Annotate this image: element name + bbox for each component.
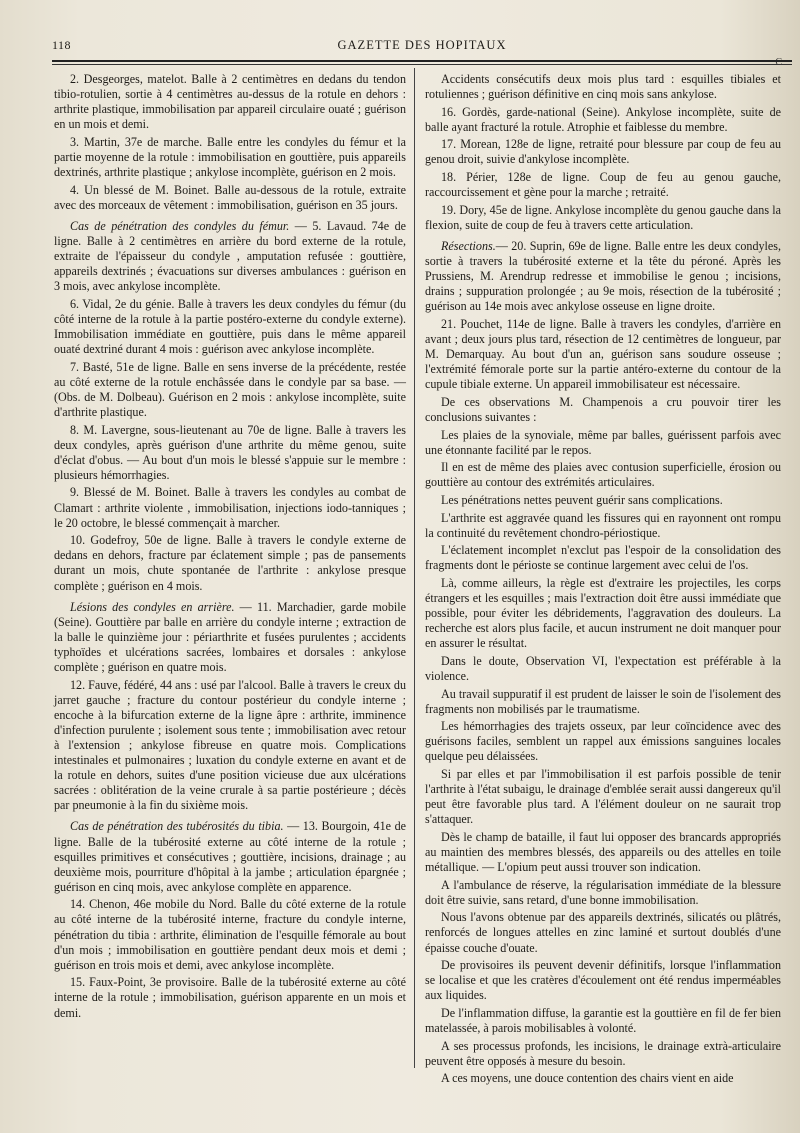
paragraph (54, 600, 406, 675)
paragraph (425, 910, 781, 955)
paragraph-text: L'éclatement incomplet n'exclut pas l'espoir de la consolidation des fragments dont le périoste se continue largement avec celui de l'os. (425, 543, 781, 573)
paragraph (54, 897, 406, 972)
paragraph-text: A ces moyens, une douce contention des chairs vient en aide (441, 1071, 734, 1086)
paragraph-text: 15. Faux-Point, 3e provisoire. Balle de la tubérosité externe au côté interne de la rotule ; immobilisation, guérison apparente en un mois et demi. (54, 975, 406, 1020)
paragraph (54, 219, 406, 294)
paragraph (425, 1039, 781, 1069)
paragraph-text: Nous l'avons obtenue par des appareils dextrinés, silicatés ou plâtrés, renforcés de longues attelles en zinc laminé et surtout doublés d'une épaisse couche d'ouate. (425, 910, 781, 955)
paragraph-text: Les plaies de la synoviale, même par balles, guérissent parfois avec une étonnante facilité par le repos. (425, 427, 781, 457)
column-divider (414, 68, 415, 1068)
paragraph-text: 10. Godefroy, 50e de ligne. Balle à travers le condyle externe de dedans en dehors, fracture par éclatement simple ; pas de pansements durant un mois, chute spontanée de l'arthrite : ankylose presque complète ; guérison en 4 mois. (54, 533, 406, 593)
paragraph-text: L'arthrite est aggravée quand les fissures qui en rayonnent ont rompu la continuité du revêtement chondro-périostique. (425, 510, 781, 540)
paragraph-text: 8. M. Lavergne, sous-lieutenant au 70e de ligne. Balle à travers les deux condyles, après guérison d'une arthrite du même genou, suite d'éclat d'obus. — Au bout d'un mois le blessé s'appuie sur le membre : plusieurs hémorrhagies. (54, 422, 406, 482)
header-rule (52, 60, 792, 62)
paragraph-text: Dans le doute, Observation VI, l'expectation est préférable à la violence. (425, 653, 781, 683)
section-heading: Cas de pénétration des tubérosités du tibia. (70, 819, 284, 834)
paragraph (425, 1071, 781, 1086)
paragraph (425, 511, 781, 541)
paragraph-text: Accidents consécutifs deux mois plus tard : esquilles tibiales et rotuliennes ; guérison définitive en cinq mois sans ankylose. (425, 72, 781, 102)
paragraph (54, 183, 406, 213)
paragraph (54, 485, 406, 530)
paragraph-text: Là, comme ailleurs, la règle est d'extraire les projectiles, les corps étrangers et les esquilles ; mais l'extraction doit être aussi immédiate que possible, pour éviter les débridements, l'aggravation des douleurs. La recherche est alors plus facile, et aucun instrument ne doit manquer pour en assurer le résultat. (425, 575, 781, 651)
paragraph (425, 395, 781, 425)
paragraph (54, 423, 406, 483)
paragraph-text: 6. Vidal, 2e du génie. Balle à travers les deux condyles du fémur (du côté interne de la rotule à la partie postéro-externe du condyle externe). Immobilisation immédiate en gouttière, puis dans le même appareil ouaté dextriné durant 4 mois : guérison avec ankylose incomplète. (54, 296, 406, 357)
paragraph-text: 4. Un blessé de M. Boinet. Balle au-dessous de la rotule, extraite avec des morceaux de vêtement : immobilisation, guérison en 35 jours. (54, 182, 406, 212)
section-heading: Lésions des condyles en arrière. (70, 599, 235, 614)
paragraph-text: Au travail suppuratif il est prudent de laisser le soin de l'isolement des fragments non mobilisés par le traumatisme. (425, 686, 781, 716)
paragraph-text: — 11. Marchadier, garde mobile (Seine). Gouttière par balle en arrière du condyle interne ; extraction de la balle le quinzième jour : périarthrite et fusées purulentes ; accidents typhoïdes et ulcérations sacrées, lombaires et dorsales : ankylose complète ; guérison en quatre mois. (54, 599, 406, 674)
paragraph (54, 819, 406, 894)
paragraph (425, 958, 781, 1003)
paragraph (425, 830, 781, 875)
paragraph (54, 533, 406, 593)
paragraph-text: Les hémorrhagies des trajets osseux, par leur coïncidence avec des guérisons faciles, semblent un rappel aux émissions sanguines locales quelque peu délaissées. (425, 719, 781, 764)
page-number: 118 (52, 38, 72, 52)
paragraph (425, 493, 781, 508)
paragraph-text: 21. Pouchet, 114e de ligne. Balle à travers les condyles, d'arrière en avant ; deux jours plus tard, résection de 12 centimètres de longueur, par M. Demarquay. Au bout d'un an, guérison sans soudure osseuse ; l'extrémité fémorale porte sur la partie antéro-externe du contour de la cupule tibiale externe. Un appareil immobilisateur est nécessaire. (425, 316, 781, 392)
paragraph (425, 687, 781, 717)
paragraph (425, 72, 781, 102)
paragraph-text: 17. Morean, 128e de ligne, retraité pour blessure par coup de feu au genou droit, suivie d'ankylose incomplète. (425, 137, 781, 167)
paragraph (425, 239, 781, 314)
paragraph (425, 543, 781, 573)
paragraph (54, 975, 406, 1020)
paragraph (54, 297, 406, 357)
page-header (52, 36, 792, 58)
paragraph (425, 203, 781, 233)
paragraph (425, 317, 781, 392)
right-column (425, 72, 781, 1089)
paragraph (54, 360, 406, 420)
paragraph-text: De provisoires ils peuvent devenir définitifs, lorsque l'inflammation se localise et que les cratères d'écoulement ont été rendus imperméables aux liquides. (425, 958, 781, 1003)
paragraph (425, 576, 781, 651)
section-heading: Résections. (441, 238, 496, 253)
paragraph (425, 878, 781, 908)
paragraph-text: — 5. Lavaud. 74e de ligne. Balle à 2 centimètres en arrière du bord externe de la rotule, extraite de l'épaisseur du condyle , amputation refusée : gouttière, appareils dextrinés ; évacuations sur diverses ambulances : guérison en 3 mois, avec ankylose incomplète. (54, 218, 406, 294)
paragraph (425, 137, 781, 167)
paragraph-text: — 20. Suprin, 69e de ligne. Balle entre les deux condyles, sortie à travers la tubérosité externe et la tête du péroné. Après les Prussiens, M. Arendrup redresse et immobilise le genou ; incisions, drains ; suppuration prolongée ; au 9e mois, résection de la tubérosité ; guérison au 14e mois avec ankylose osseuse en ligne droite. (425, 238, 781, 314)
paragraph-text: 19. Dory, 45e de ligne. Ankylose incomplète du genou gauche dans la flexion, suite de coup de feu à travers cette articulation. (425, 202, 781, 232)
paragraph (425, 767, 781, 827)
paragraph (54, 135, 406, 180)
paragraph-text: Il en est de même des plaies avec contusion superficielle, érosion ou gouttière au contour des extrémités articulaires. (425, 460, 781, 490)
paragraph-text: De ces observations M. Champenois a cru pouvoir tirer les conclusions suivantes : (425, 394, 781, 424)
paragraph-text: 12. Fauve, fédéré, 44 ans : usé par l'alcool. Balle à travers le creux du jarret gauche ; fracture du contour postérieur du condyle interne ; encoche à la bifurcation externe de la ligne âpre : arthrite, imminence d'infection purulente ; isolement sous tente ; immobilisation avec retour à l'extension ; ankylose fibreuse en quatre mois. Complications intestinales et pulmonaires ; luxation du condyle externe en avant et de la rotule en dehors, suites d'une position vicieuse due aux ulcérations sacrées : oblitération de la veine crurale à sa partie postérieure ; décès par pneumonie à la fin du sixième mois. (54, 677, 406, 813)
paragraph-text: 3. Martin, 37e de marche. Balle entre les condyles du fémur et la partie moyenne de la rotule : immobilisation en gouttière, puis appareils dextrinés, arthrite plastique ; ankylose incomplète, guérison en 2 mois. (54, 134, 406, 180)
paragraph-text: A ses processus profonds, les incisions, le drainage extrà-articulaire peuvent être opposés à mesure du besoin. (425, 1038, 781, 1068)
paragraph-text: Dès le champ de bataille, il faut lui opposer des brancards appropriés au maintien des membres blessés, des appareils ou des attelles en toile métallique. — L'opium peut aussi trouver son indication. (425, 829, 781, 875)
paragraph-text: 2. Desgeorges, matelot. Balle à 2 centimètres en dedans du tendon tibio-rotulien, sortie à 4 centimètres au-dessus de la rotule en dehors : arthrite plastique, immobilisation par appareil circulaire ouaté ; guérison en un mois et demi. (54, 72, 406, 132)
corner-mark: C (775, 57, 782, 68)
paragraph-text: De l'inflammation diffuse, la garantie est la gouttière en fil de fer bien matelassée, à parois mobilisables à volonté. (425, 1005, 781, 1036)
paragraph-text: Les pénétrations nettes peuvent guérir sans complications. (441, 492, 723, 507)
paragraph (425, 719, 781, 764)
paragraph-text: 16. Gordès, garde-national (Seine). Ankylose incomplète, suite de balle ayant fracturé la rotule. Atrophie et faiblesse du membre. (425, 104, 781, 134)
paragraph-text: 7. Basté, 51e de ligne. Balle en sens inverse de la précédente, restée au côté externe de la rotule enchâssée dans le condyle par sa base. — (Obs. de M. Dolbeau). Guérison en 2 mois : ankylose incomplète, suite d'arthrite plastique. (54, 359, 406, 419)
paragraph (54, 678, 406, 814)
journal-title: GAZETTE DES HOPITAUX (337, 38, 507, 52)
paragraph-text: — 13. Bourgoin, 41e de ligne. Balle de la tubérosité externe au côté interne de la rotule ; esquilles primitives et consécutives ; gouttière, incisions, drainage ; au deuxième mois, pourriture d'hôpital à la jambe ; articulation épargnée ; guérison en cinq mois, avec ankylose complète en apparence. (54, 819, 406, 894)
paragraph-text: Si par elles et par l'immobilisation il est parfois possible de tenir l'arthrite à l'état subaigu, le drainage d'emblée serait aussi dangereux qu'il peut être favorable plus tard. A l'élément douleur on ne saurait trop s'attaquer. (425, 767, 781, 827)
paragraph (425, 105, 781, 135)
paragraph (54, 72, 406, 132)
paragraph (425, 170, 781, 200)
paragraph (425, 460, 781, 490)
left-column (54, 72, 406, 1023)
section-heading: Cas de pénétration des condyles du fémur. (70, 218, 290, 233)
paragraph (425, 1006, 781, 1036)
paragraph-text: 9. Blessé de M. Boinet. Balle à travers les condyles au combat de Clamart : arthrite violente , immobilisation, injections iodo-tanniques ; le 20 octobre, le blessé commençait à marcher. (54, 485, 406, 530)
paragraph (425, 654, 781, 684)
paragraph (425, 428, 781, 458)
paragraph-text: 14. Chenon, 46e mobile du Nord. Balle du côté externe de la rotule au côté interne de la tubérosité interne, fracture du condyle interne, pénétration du tibia : arthrite, élimination de l'esquille fémorale au bout d'un mois ; immobilisation en gouttière pendant deux mois et demi ; guérison en trois mois et demi, avec ankylose incomplète. (54, 897, 406, 972)
paragraph-text: A l'ambulance de réserve, la régularisation immédiate de la blessure doit être suivie, sans retard, d'une bonne immobilisation. (425, 877, 781, 907)
paragraph-text: 18. Périer, 128e de ligne. Coup de feu au genou gauche, raccourcissement et gène pour la marche ; retraité. (425, 170, 781, 200)
header-rule-thin (52, 64, 792, 65)
